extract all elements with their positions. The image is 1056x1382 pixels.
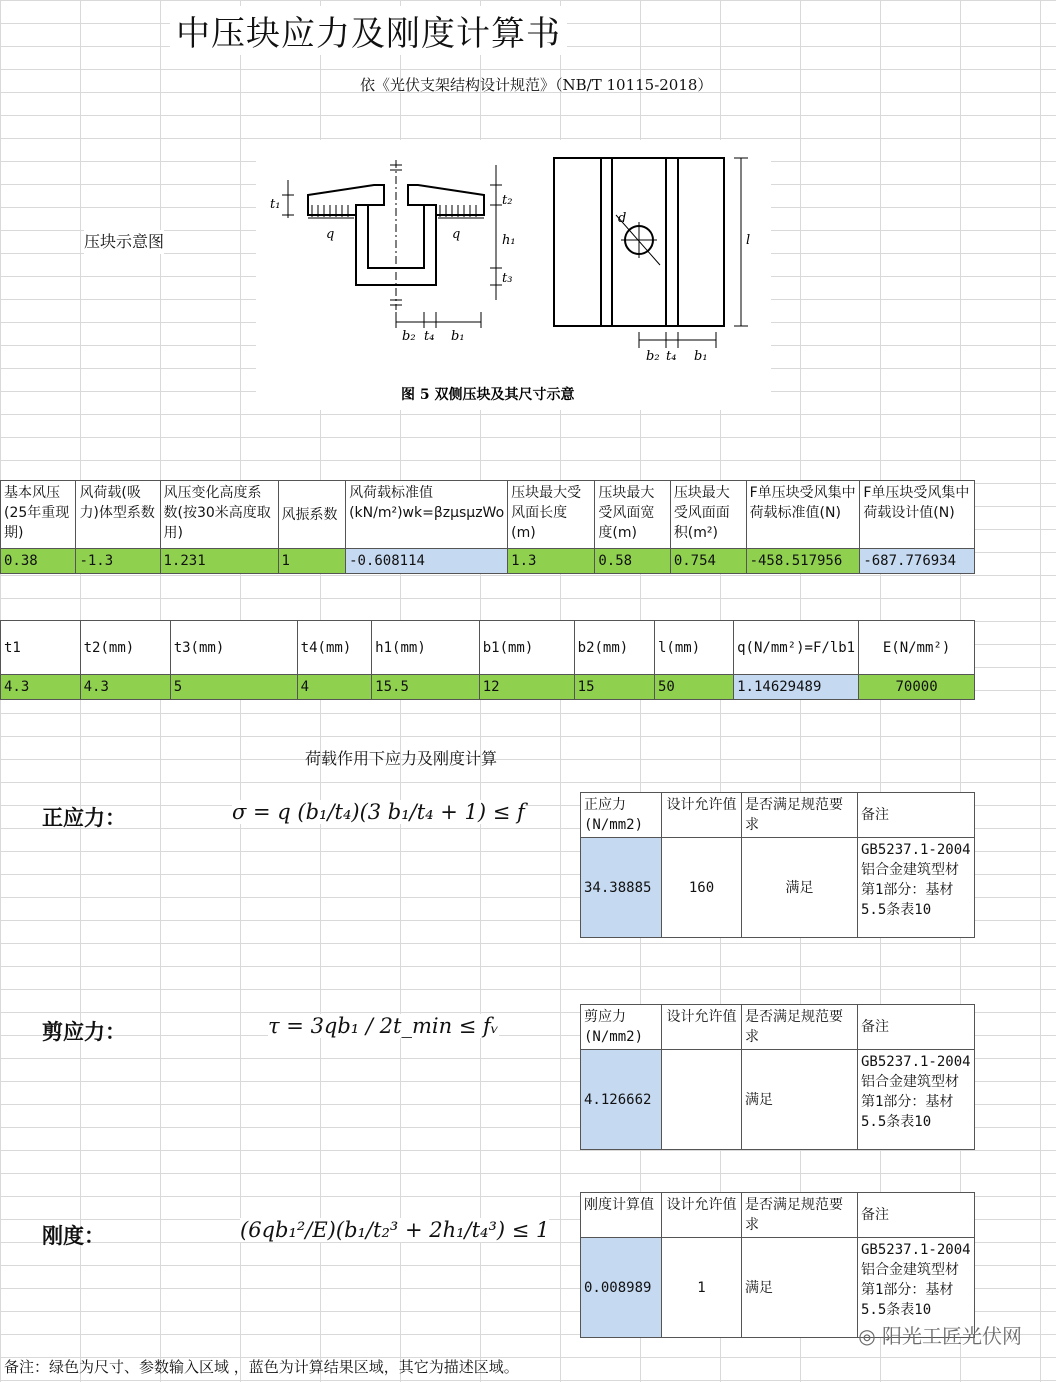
check-header-cell: 设计允许值 [662, 1193, 742, 1238]
check-header-cell: 是否满足规范要求 [742, 1005, 858, 1050]
shear-stress-label: 剪应力： [42, 1019, 126, 1044]
stiffness-ok: 满足 [742, 1238, 858, 1338]
shear-stress-formula: τ = 3qb₁ / 2t_min ≤ fᵥ [268, 1014, 499, 1038]
normal-stress-remark: GB5237.1-2004 铝合金建筑型材 第1部分：基材5.5条表10 [858, 838, 975, 938]
page-subtitle: 依《光伏支架结构设计规范》（NB/T 10115-2018） [360, 76, 713, 94]
dim-d: d [618, 211, 627, 226]
check-header-cell: 设计允许值 [662, 1005, 742, 1050]
wechat-icon: ◎ [858, 1324, 882, 1348]
dim-value-cell[interactable]: 70000 [859, 675, 975, 700]
dim-l: l [746, 233, 751, 248]
wind-header-cell: 风荷载(吸力)体型系数 [76, 481, 160, 549]
shear-stress-ok: 满足 [742, 1050, 858, 1150]
dim-header-cell: b2(mm) [574, 621, 654, 675]
stiffness-allow: 1 [662, 1238, 742, 1338]
dim-value-cell[interactable]: 4.3 [1, 675, 81, 700]
dimension-table [0, 620, 975, 700]
stiffness-remark: GB5237.1-2004 铝合金建筑型材 第1部分：基材5.5条表10 [858, 1238, 975, 1338]
clamp-diagram [256, 140, 771, 410]
normal-stress-formula: σ = q (b₁/t₄)(3 b₁/t₄ + 1) ≤ f [232, 800, 525, 824]
dim-t4-plan: t₄ [666, 349, 677, 364]
dim-b2-plan: b₂ [646, 349, 660, 364]
wind-value-cell[interactable]: 0.38 [1, 549, 76, 574]
figure-label: 压块示意图 [84, 230, 164, 254]
dim-header-cell: t1 [1, 621, 81, 675]
dim-q-right: q [452, 227, 461, 242]
stiffness-label: 刚度： [42, 1223, 105, 1248]
dim-value-cell[interactable]: 4.3 [80, 675, 170, 700]
shear-stress-value: 4.126662 [581, 1050, 662, 1150]
dim-value-cell[interactable]: 15 [574, 675, 654, 700]
shear-stress-allow [662, 1050, 742, 1150]
dim-h1: h₁ [502, 233, 516, 248]
dim-value-cell[interactable]: 12 [479, 675, 574, 700]
dim-result-cell: 1.14629489 [734, 675, 859, 700]
wind-value-cell[interactable]: -1.3 [76, 549, 160, 574]
footer-note: 备注：绿色为尺寸、参数输入区域 ，蓝色为计算结果区域，其它为描述区域。 [4, 1358, 519, 1376]
normal-stress-ok: 满足 [742, 838, 858, 938]
wind-header-cell: F单压块受风集中荷载设计值(N) [860, 481, 975, 549]
wind-header-row [1, 481, 975, 549]
check-header-cell: 是否满足规范要求 [742, 1193, 858, 1238]
dim-header-cell: E(N/mm²) [859, 621, 975, 675]
dim-value-cell[interactable]: 50 [654, 675, 733, 700]
dim-b1: b₁ [451, 329, 465, 344]
wind-value-cell[interactable]: 0.754 [670, 549, 746, 574]
dim-header-cell: t2(mm) [80, 621, 170, 675]
check-header-cell: 是否满足规范要求 [742, 793, 858, 838]
stiffness-value: 0.008989 [581, 1238, 662, 1338]
check-header-cell: 设计允许值 [662, 793, 742, 838]
wind-header-cell: 风荷载标准值(kN/m²)wk=βzμsμzWo [346, 481, 508, 549]
normal-stress-allow: 160 [662, 838, 742, 938]
section-title: 荷载作用下应力及刚度计算 [305, 749, 498, 768]
normal-stress-label: 正应力： [42, 805, 126, 830]
wind-value-cell[interactable]: 0.58 [595, 549, 670, 574]
dim-q-left: q [326, 227, 335, 242]
check-header-cell: 备注 [858, 1005, 975, 1050]
dim-header-cell: l(mm) [654, 621, 733, 675]
page-title: 中压块应力及刚度计算书 [170, 6, 567, 55]
check-header-cell: 备注 [858, 793, 975, 838]
wind-header-cell: 压块最大受风面长度(m) [508, 481, 595, 549]
dim-t3: t₃ [502, 271, 513, 286]
wind-header-cell: 风振系数 [278, 481, 346, 549]
dim-header-cell: q(N/mm²)=F/lb1 [734, 621, 859, 675]
figure-caption: 图 5 双侧压块及其尺寸示意 [401, 387, 575, 403]
dim-t4: t₄ [424, 329, 435, 344]
wind-header-cell: F单压块受风集中荷载标准值(N) [746, 481, 860, 549]
check-header-cell: 刚度计算值 [581, 1193, 662, 1238]
dim-value-cell[interactable]: 15.5 [372, 675, 480, 700]
normal-stress-value: 34.38885 [581, 838, 662, 938]
wind-header-cell: 压块最大受风面宽度(m) [595, 481, 670, 549]
dim-b1-plan: b₁ [694, 349, 708, 364]
check-header-cell: 剪应力(N/mm2) [581, 1005, 662, 1050]
dim-header-cell: t4(mm) [297, 621, 372, 675]
stiffness-table [580, 1192, 975, 1338]
watermark [858, 1320, 1022, 1349]
stiffness-formula: (6qb₁²/E)(b₁/t₂³ + 2h₁/t₄³) ≤ 1 [240, 1218, 550, 1242]
wind-load-table [0, 480, 975, 574]
wind-value-cell[interactable]: 1 [278, 549, 346, 574]
wind-result-cell: -0.608114 [346, 549, 508, 574]
dim-value-cell[interactable]: 4 [297, 675, 372, 700]
wind-header-cell: 风压变化高度系数(按30米高度取用) [160, 481, 278, 549]
left-flange-shape [308, 185, 384, 215]
check-header-cell: 正应力(N/mm2) [581, 793, 662, 838]
watermark-text: 阳光工匠光伏网 [882, 1324, 1022, 1348]
shear-stress-remark: GB5237.1-2004 铝合金建筑型材 第1部分：基材5.5条表10 [858, 1050, 975, 1150]
wind-value-cell[interactable]: 1.3 [508, 549, 595, 574]
dim-value-row [1, 675, 975, 700]
wind-header-cell: 基本风压(25年重现期) [1, 481, 76, 549]
wind-value-cell[interactable]: 1.231 [160, 549, 278, 574]
wind-header-cell: 压块最大受风面面积(m²) [670, 481, 746, 549]
normal-stress-table [580, 792, 975, 938]
dim-value-cell[interactable]: 5 [170, 675, 297, 700]
shear-stress-table [580, 1004, 975, 1150]
clamp-diagram-svg [256, 140, 771, 410]
dim-header-cell: h1(mm) [372, 621, 480, 675]
check-header-cell: 备注 [858, 1193, 975, 1238]
wind-value-row [1, 549, 975, 574]
wind-value-cell[interactable]: -458.517956 [746, 549, 860, 574]
dim-t1: t₁ [270, 197, 281, 212]
dim-header-cell: t3(mm) [170, 621, 297, 675]
dim-header-row [1, 621, 975, 675]
dim-header-cell: b1(mm) [479, 621, 574, 675]
dim-b2: b₂ [402, 329, 416, 344]
dim-t2: t₂ [502, 193, 513, 208]
wind-result-cell: -687.776934 [860, 549, 975, 574]
